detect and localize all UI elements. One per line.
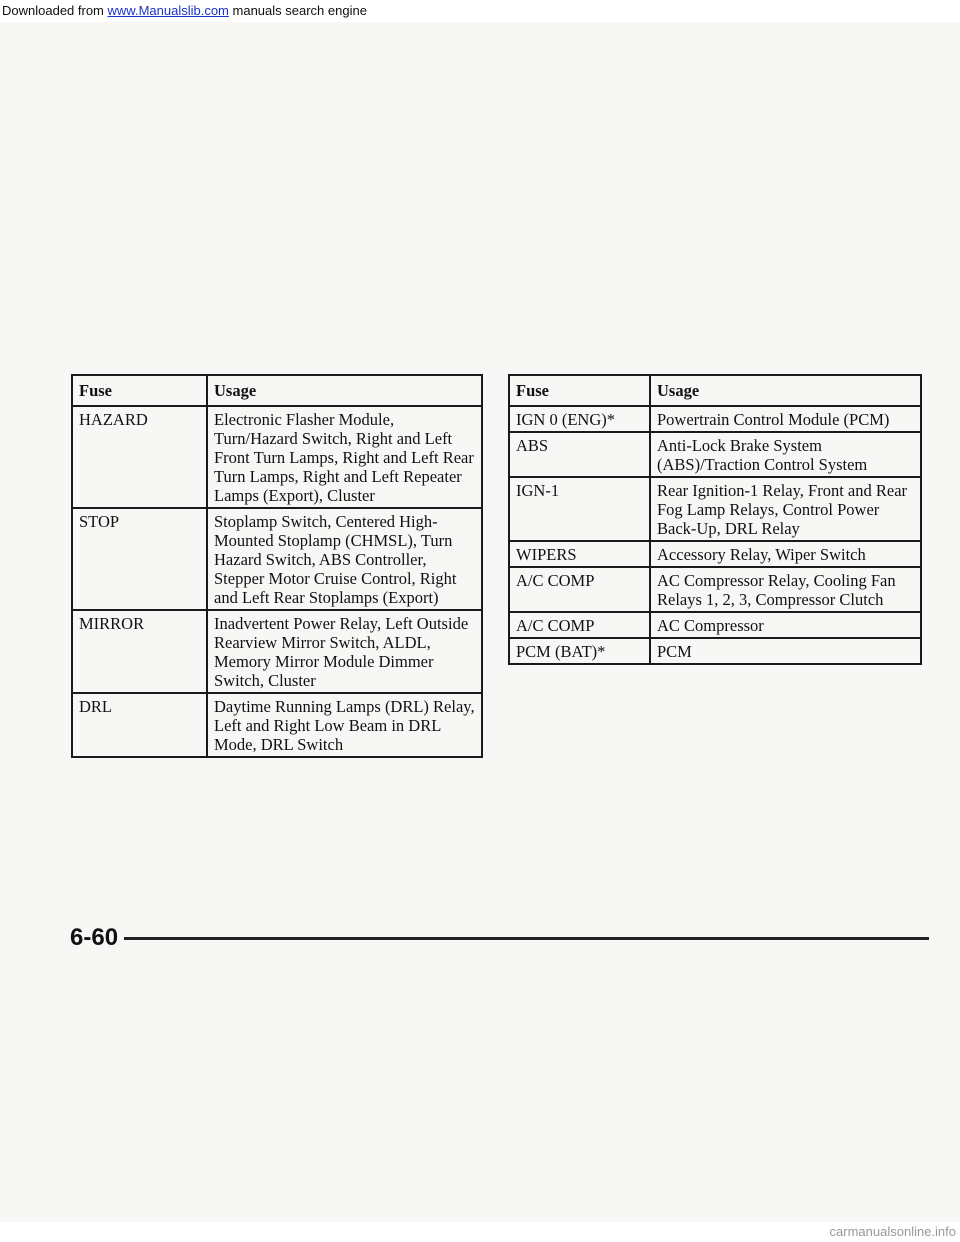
table-header-row	[72, 375, 482, 406]
header-suffix: manuals search engine	[232, 3, 367, 18]
fuse-usage: Stoplamp Switch, Centered High-Mounted Stoplamp (CHMSL), Turn Hazard Switch, ABS Controller, Stepper Motor Cruise Control, Right and Left Rear Stoplamps (Export)	[207, 508, 482, 610]
fuse-name: IGN-1	[509, 477, 650, 541]
table-row	[509, 477, 921, 541]
table-header-row	[509, 375, 921, 406]
column-header-usage: Usage	[650, 375, 921, 406]
fuse-usage-table-right	[508, 374, 922, 665]
fuse-usage: Anti-Lock Brake System (ABS)/Traction Control System	[650, 432, 921, 477]
table-row	[72, 508, 482, 610]
watermark: carmanualsonline.info	[0, 1222, 960, 1242]
fuse-name: A/C COMP	[509, 612, 650, 638]
fuse-usage: AC Compressor	[650, 612, 921, 638]
footer-rule	[124, 937, 929, 940]
header-prefix: Downloaded from	[2, 3, 104, 18]
table-row	[509, 541, 921, 567]
table-row	[509, 432, 921, 477]
column-header-fuse: Fuse	[72, 375, 207, 406]
page-number: 6-60	[70, 924, 119, 951]
fuse-usage: Powertrain Control Module (PCM)	[650, 406, 921, 432]
column-header-usage: Usage	[207, 375, 482, 406]
table-row	[72, 693, 482, 757]
fuse-name: PCM (BAT)*	[509, 638, 650, 664]
table-row	[509, 638, 921, 664]
fuse-name: HAZARD	[72, 406, 207, 508]
fuse-usage: Electronic Flasher Module, Turn/Hazard Switch, Right and Left Front Turn Lamps, Right and Left Rear Turn Lamps, Right and Left Repeater Lamps (Export), Cluster	[207, 406, 482, 508]
fuse-name: STOP	[72, 508, 207, 610]
fuse-name: A/C COMP	[509, 567, 650, 612]
fuse-usage: Daytime Running Lamps (DRL) Relay, Left and Right Low Beam in DRL Mode, DRL Switch	[207, 693, 482, 757]
manualslib-link[interactable]: www.Manualslib.com	[107, 3, 229, 18]
table-row	[72, 610, 482, 693]
fuse-usage: Inadvertent Power Relay, Left Outside Rearview Mirror Switch, ALDL, Memory Mirror Module Dimmer Switch, Cluster	[207, 610, 482, 693]
fuse-usage: PCM	[650, 638, 921, 664]
fuse-name: MIRROR	[72, 610, 207, 693]
fuse-usage: Accessory Relay, Wiper Switch	[650, 541, 921, 567]
download-header	[0, 0, 960, 22]
fuse-usage: Rear Ignition-1 Relay, Front and Rear Fog Lamp Relays, Control Power Back-Up, DRL Relay	[650, 477, 921, 541]
fuse-usage-table-left	[71, 374, 483, 758]
fuse-name: ABS	[509, 432, 650, 477]
table-row	[509, 567, 921, 612]
table-row	[72, 406, 482, 508]
fuse-usage: AC Compressor Relay, Cooling Fan Relays 1, 2, 3, Compressor Clutch	[650, 567, 921, 612]
column-header-fuse: Fuse	[509, 375, 650, 406]
fuse-name: DRL	[72, 693, 207, 757]
table-row	[509, 406, 921, 432]
table-row	[509, 612, 921, 638]
fuse-name: IGN 0 (ENG)*	[509, 406, 650, 432]
fuse-name: WIPERS	[509, 541, 650, 567]
